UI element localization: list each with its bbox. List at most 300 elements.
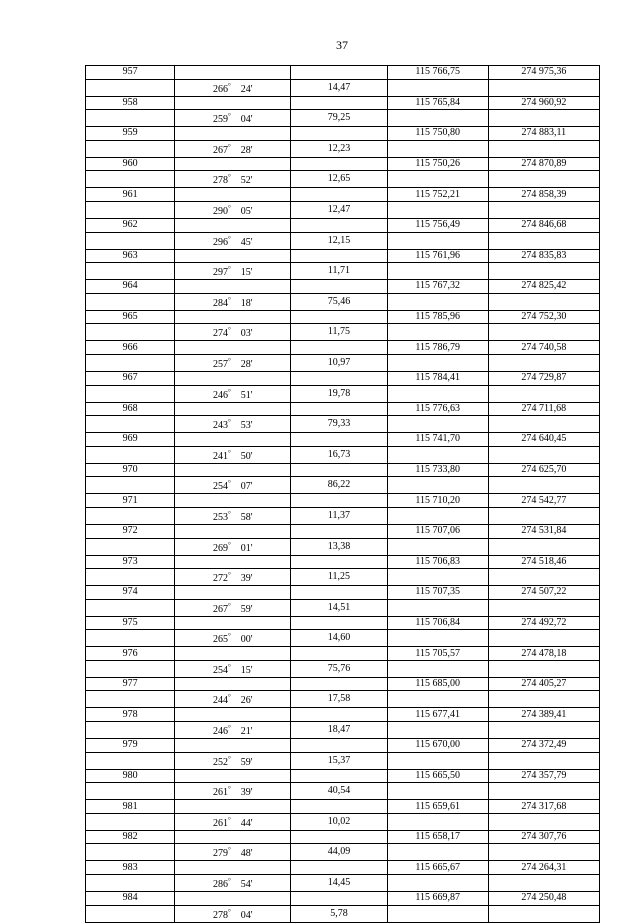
x-coordinate-cell: 115 741,70 — [387, 433, 488, 447]
distance-cell: 19,78 — [291, 385, 387, 402]
empty-cell — [387, 446, 488, 463]
angle-minutes: 04' — [240, 114, 253, 126]
empty-cell — [488, 722, 599, 739]
angle-degrees — [213, 355, 231, 371]
segment-row — [86, 79, 600, 96]
empty-cell — [387, 110, 488, 127]
empty-cell — [175, 280, 291, 294]
direction-angle-cell — [175, 324, 291, 341]
degree-sign: ° — [227, 815, 231, 824]
empty-cell — [86, 538, 175, 555]
empty-cell — [86, 477, 175, 494]
angle-degrees-value: 254 — [212, 664, 228, 676]
empty-cell — [291, 402, 387, 416]
empty-cell — [175, 433, 291, 447]
angle-minutes: 28' — [240, 358, 253, 370]
point-number-cell: 983 — [86, 861, 175, 875]
point-row — [86, 708, 600, 722]
distance-cell: 11,37 — [291, 507, 387, 524]
empty-cell — [175, 157, 291, 171]
empty-cell — [291, 127, 387, 141]
empty-cell — [291, 310, 387, 324]
angle-minutes: 50' — [240, 450, 253, 462]
empty-cell — [387, 569, 488, 586]
empty-cell — [86, 905, 175, 922]
angle-degrees — [213, 661, 231, 677]
segment-row — [86, 538, 600, 555]
empty-cell — [86, 569, 175, 586]
empty-cell — [488, 507, 599, 524]
empty-cell — [387, 354, 488, 371]
angle-degrees-value: 267 — [212, 144, 228, 156]
empty-cell — [387, 324, 488, 341]
segment-row — [86, 171, 600, 188]
degree-sign: ° — [227, 877, 231, 886]
direction-angle-cell — [175, 385, 291, 402]
angle-degrees — [213, 110, 231, 126]
empty-cell — [175, 739, 291, 753]
x-coordinate-cell: 115 733,80 — [387, 463, 488, 477]
empty-cell — [387, 507, 488, 524]
direction-angle-cell — [175, 110, 291, 127]
angle-minutes: 26' — [240, 695, 253, 707]
direction-angle-cell — [175, 813, 291, 830]
degree-sign: ° — [227, 81, 231, 90]
empty-cell — [387, 599, 488, 616]
y-coordinate-cell: 274 625,70 — [488, 463, 599, 477]
degree-sign: ° — [227, 295, 231, 304]
angle-degrees — [213, 814, 231, 830]
empty-cell — [387, 691, 488, 708]
angle-minutes: 24' — [240, 83, 253, 95]
angle-degrees — [213, 600, 231, 616]
point-number-cell: 984 — [86, 892, 175, 906]
degree-sign: ° — [227, 418, 231, 427]
empty-cell — [86, 232, 175, 249]
empty-cell — [387, 752, 488, 769]
empty-cell — [86, 416, 175, 433]
angle-degrees-value: 257 — [212, 358, 228, 370]
direction-angle-cell — [175, 354, 291, 371]
segment-row — [86, 722, 600, 739]
distance-cell: 44,09 — [291, 844, 387, 861]
degree-sign: ° — [227, 754, 231, 763]
empty-cell — [291, 341, 387, 355]
distance-cell: 14,47 — [291, 79, 387, 96]
empty-cell — [86, 599, 175, 616]
angle-minutes: 53' — [240, 420, 253, 432]
x-coordinate-cell: 115 670,00 — [387, 739, 488, 753]
empty-cell — [387, 416, 488, 433]
angle-degrees-value: 266 — [212, 83, 228, 95]
distance-cell: 15,37 — [291, 752, 387, 769]
empty-cell — [175, 524, 291, 538]
point-number-cell: 959 — [86, 127, 175, 141]
y-coordinate-cell: 274 531,84 — [488, 524, 599, 538]
angle-degrees — [213, 508, 231, 524]
angle-minutes: 03' — [240, 328, 253, 340]
y-coordinate-cell: 274 752,30 — [488, 310, 599, 324]
degree-sign: ° — [227, 662, 231, 671]
empty-cell — [387, 171, 488, 188]
angle-degrees-value: 261 — [212, 787, 228, 799]
angle-degrees-value: 267 — [212, 603, 228, 615]
empty-cell — [291, 157, 387, 171]
point-number-cell: 960 — [86, 157, 175, 171]
empty-cell — [175, 96, 291, 110]
x-coordinate-cell: 115 785,96 — [387, 310, 488, 324]
segment-row — [86, 691, 600, 708]
empty-cell — [488, 416, 599, 433]
empty-cell — [86, 630, 175, 647]
empty-cell — [488, 752, 599, 769]
degree-sign: ° — [227, 234, 231, 243]
point-number-cell: 972 — [86, 524, 175, 538]
empty-cell — [488, 232, 599, 249]
angle-degrees — [213, 294, 231, 310]
degree-sign: ° — [227, 448, 231, 457]
y-coordinate-cell: 274 250,48 — [488, 892, 599, 906]
point-row — [86, 861, 600, 875]
point-row — [86, 402, 600, 416]
direction-angle-cell — [175, 630, 291, 647]
y-coordinate-cell: 274 372,49 — [488, 739, 599, 753]
y-coordinate-cell: 274 711,68 — [488, 402, 599, 416]
empty-cell — [175, 188, 291, 202]
empty-cell — [291, 861, 387, 875]
empty-cell — [488, 813, 599, 830]
empty-cell — [291, 616, 387, 630]
empty-cell — [86, 354, 175, 371]
point-number-cell: 975 — [86, 616, 175, 630]
y-coordinate-cell: 274 975,36 — [488, 66, 599, 80]
empty-cell — [291, 677, 387, 691]
angle-degrees-value: 246 — [212, 389, 228, 401]
angle-degrees-value: 241 — [212, 450, 228, 462]
point-row — [86, 249, 600, 263]
x-coordinate-cell: 115 752,21 — [387, 188, 488, 202]
point-number-cell: 968 — [86, 402, 175, 416]
distance-cell: 5,78 — [291, 905, 387, 922]
y-coordinate-cell: 274 264,31 — [488, 861, 599, 875]
y-coordinate-cell: 274 640,45 — [488, 433, 599, 447]
angle-degrees-value: 252 — [212, 756, 228, 768]
point-row — [86, 677, 600, 691]
angle-degrees — [213, 447, 231, 463]
empty-cell — [86, 324, 175, 341]
point-number-cell: 971 — [86, 494, 175, 508]
angle-degrees-value: 265 — [212, 634, 228, 646]
empty-cell — [387, 813, 488, 830]
empty-cell — [175, 371, 291, 385]
segment-row — [86, 477, 600, 494]
empty-cell — [175, 892, 291, 906]
empty-cell — [86, 875, 175, 892]
empty-cell — [488, 844, 599, 861]
degree-sign: ° — [227, 632, 231, 641]
angle-degrees-value: 284 — [212, 297, 228, 309]
angle-degrees-value: 279 — [212, 848, 228, 860]
segment-row — [86, 630, 600, 647]
direction-angle-cell — [175, 232, 291, 249]
empty-cell — [488, 630, 599, 647]
direction-angle-cell — [175, 844, 291, 861]
page-number: 37 — [336, 38, 348, 52]
x-coordinate-cell: 115 669,87 — [387, 892, 488, 906]
empty-cell — [291, 555, 387, 569]
segment-row — [86, 599, 600, 616]
angle-minutes: 18' — [240, 297, 253, 309]
angle-degrees-value: 278 — [212, 909, 228, 921]
point-row — [86, 280, 600, 294]
distance-cell: 17,58 — [291, 691, 387, 708]
degree-sign: ° — [227, 907, 231, 916]
point-row — [86, 463, 600, 477]
distance-cell: 79,33 — [291, 416, 387, 433]
angle-degrees — [213, 202, 231, 218]
x-coordinate-cell: 115 784,41 — [387, 371, 488, 385]
x-coordinate-cell: 115 706,83 — [387, 555, 488, 569]
empty-cell — [175, 616, 291, 630]
empty-cell — [291, 739, 387, 753]
direction-angle-cell — [175, 691, 291, 708]
point-number-cell: 963 — [86, 249, 175, 263]
empty-cell — [291, 769, 387, 783]
degree-sign: ° — [227, 142, 231, 151]
y-coordinate-cell: 274 825,42 — [488, 280, 599, 294]
angle-degrees — [213, 722, 231, 738]
distance-cell: 12,15 — [291, 232, 387, 249]
distance-cell: 11,71 — [291, 263, 387, 280]
segment-row — [86, 293, 600, 310]
angle-degrees — [213, 233, 231, 249]
empty-cell — [488, 171, 599, 188]
point-row — [86, 96, 600, 110]
empty-cell — [291, 524, 387, 538]
degree-sign: ° — [227, 571, 231, 580]
x-coordinate-cell: 115 750,80 — [387, 127, 488, 141]
angle-degrees — [213, 80, 231, 96]
point-number-cell: 962 — [86, 218, 175, 232]
empty-cell — [175, 310, 291, 324]
empty-cell — [175, 249, 291, 263]
point-row — [86, 371, 600, 385]
empty-cell — [291, 66, 387, 80]
direction-angle-cell — [175, 446, 291, 463]
degree-sign: ° — [227, 509, 231, 518]
segment-row — [86, 110, 600, 127]
point-row — [86, 157, 600, 171]
degree-sign: ° — [227, 846, 231, 855]
empty-cell — [387, 875, 488, 892]
degree-sign: ° — [227, 387, 231, 396]
angle-degrees — [213, 630, 231, 646]
point-row — [86, 647, 600, 661]
segment-row — [86, 416, 600, 433]
point-number-cell: 973 — [86, 555, 175, 569]
degree-sign: ° — [227, 785, 231, 794]
empty-cell — [291, 647, 387, 661]
empty-cell — [175, 677, 291, 691]
direction-angle-cell — [175, 905, 291, 922]
empty-cell — [291, 280, 387, 294]
angle-minutes: 05' — [240, 205, 253, 217]
segment-row — [86, 752, 600, 769]
point-row — [86, 739, 600, 753]
distance-cell: 86,22 — [291, 477, 387, 494]
point-number-cell: 982 — [86, 830, 175, 844]
direction-angle-cell — [175, 140, 291, 157]
y-coordinate-cell: 274 478,18 — [488, 647, 599, 661]
degree-sign: ° — [227, 601, 231, 610]
angle-degrees-value: 244 — [212, 695, 228, 707]
empty-cell — [86, 752, 175, 769]
point-row — [86, 555, 600, 569]
empty-cell — [175, 861, 291, 875]
point-row — [86, 892, 600, 906]
y-coordinate-cell: 274 883,11 — [488, 127, 599, 141]
empty-cell — [291, 249, 387, 263]
empty-cell — [86, 446, 175, 463]
point-row — [86, 586, 600, 600]
segment-row — [86, 324, 600, 341]
segment-row — [86, 385, 600, 402]
y-coordinate-cell: 274 357,79 — [488, 769, 599, 783]
x-coordinate-cell: 115 685,00 — [387, 677, 488, 691]
empty-cell — [488, 660, 599, 677]
point-row — [86, 341, 600, 355]
angle-degrees-value: 290 — [212, 205, 228, 217]
empty-cell — [291, 830, 387, 844]
distance-cell: 14,51 — [291, 599, 387, 616]
empty-cell — [291, 433, 387, 447]
empty-cell — [387, 722, 488, 739]
x-coordinate-cell: 115 750,26 — [387, 157, 488, 171]
empty-cell — [488, 293, 599, 310]
y-coordinate-cell: 274 740,58 — [488, 341, 599, 355]
degree-sign: ° — [227, 265, 231, 274]
coordinates-table-body — [86, 66, 600, 923]
y-coordinate-cell: 274 858,39 — [488, 188, 599, 202]
segment-row — [86, 232, 600, 249]
distance-cell: 75,46 — [291, 293, 387, 310]
direction-angle-cell — [175, 263, 291, 280]
point-number-cell: 977 — [86, 677, 175, 691]
y-coordinate-cell: 274 492,72 — [488, 616, 599, 630]
angle-minutes: 15' — [240, 267, 253, 279]
empty-cell — [291, 586, 387, 600]
segment-row — [86, 783, 600, 800]
empty-cell — [387, 844, 488, 861]
point-row — [86, 66, 600, 80]
angle-minutes: 39' — [240, 787, 253, 799]
empty-cell — [387, 263, 488, 280]
point-number-cell: 969 — [86, 433, 175, 447]
empty-cell — [86, 844, 175, 861]
x-coordinate-cell: 115 705,57 — [387, 647, 488, 661]
empty-cell — [488, 263, 599, 280]
empty-cell — [488, 905, 599, 922]
empty-cell — [488, 79, 599, 96]
degree-sign: ° — [227, 173, 231, 182]
empty-cell — [488, 569, 599, 586]
distance-cell: 18,47 — [291, 722, 387, 739]
empty-cell — [175, 341, 291, 355]
empty-cell — [291, 188, 387, 202]
angle-degrees-value: 259 — [212, 114, 228, 126]
empty-cell — [291, 371, 387, 385]
direction-angle-cell — [175, 416, 291, 433]
segment-row — [86, 569, 600, 586]
segment-row — [86, 140, 600, 157]
point-number-cell: 964 — [86, 280, 175, 294]
empty-cell — [86, 783, 175, 800]
empty-cell — [291, 892, 387, 906]
direction-angle-cell — [175, 538, 291, 555]
x-coordinate-cell: 115 677,41 — [387, 708, 488, 722]
empty-cell — [488, 538, 599, 555]
direction-angle-cell — [175, 599, 291, 616]
degree-sign: ° — [227, 356, 231, 365]
empty-cell — [488, 140, 599, 157]
x-coordinate-cell: 115 707,06 — [387, 524, 488, 538]
empty-cell — [291, 96, 387, 110]
empty-cell — [175, 769, 291, 783]
empty-cell — [86, 691, 175, 708]
x-coordinate-cell: 115 767,32 — [387, 280, 488, 294]
distance-cell: 12,47 — [291, 201, 387, 218]
distance-cell: 40,54 — [291, 783, 387, 800]
degree-sign: ° — [227, 326, 231, 335]
angle-degrees — [213, 691, 231, 707]
empty-cell — [387, 630, 488, 647]
empty-cell — [175, 800, 291, 814]
degree-sign: ° — [227, 479, 231, 488]
empty-cell — [387, 385, 488, 402]
point-number-cell: 966 — [86, 341, 175, 355]
empty-cell — [175, 586, 291, 600]
x-coordinate-cell: 115 658,17 — [387, 830, 488, 844]
direction-angle-cell — [175, 507, 291, 524]
distance-cell: 10,02 — [291, 813, 387, 830]
angle-minutes: 15' — [240, 664, 253, 676]
empty-cell — [488, 477, 599, 494]
empty-cell — [291, 218, 387, 232]
empty-cell — [175, 647, 291, 661]
empty-cell — [387, 140, 488, 157]
empty-cell — [86, 722, 175, 739]
empty-cell — [175, 555, 291, 569]
y-coordinate-cell: 274 307,76 — [488, 830, 599, 844]
angle-minutes: 45' — [240, 236, 253, 248]
angle-degrees-value: 272 — [212, 573, 228, 585]
point-row — [86, 830, 600, 844]
empty-cell — [291, 463, 387, 477]
segment-row — [86, 446, 600, 463]
angle-degrees — [213, 386, 231, 402]
empty-cell — [387, 538, 488, 555]
distance-cell: 10,97 — [291, 354, 387, 371]
empty-cell — [488, 385, 599, 402]
empty-cell — [175, 708, 291, 722]
point-row — [86, 433, 600, 447]
angle-minutes: 58' — [240, 511, 253, 523]
distance-cell: 14,45 — [291, 875, 387, 892]
point-row — [86, 127, 600, 141]
x-coordinate-cell: 115 786,79 — [387, 341, 488, 355]
empty-cell — [86, 201, 175, 218]
direction-angle-cell — [175, 79, 291, 96]
